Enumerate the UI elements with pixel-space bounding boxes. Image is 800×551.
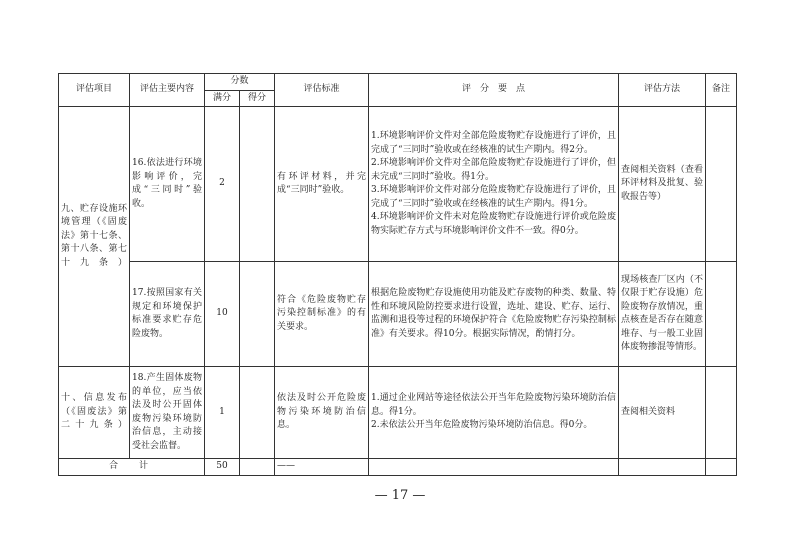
header-full: 满分 [205,90,240,107]
row16-points [369,107,619,262]
row17-remark [706,262,737,367]
row16-got [240,107,275,262]
row17-method: 现场核查厂区内（不仅限于贮存设施）危险废物存放情况，重点核查是否存在随意堆存、与一般工业固体废物掺混等情形。 [619,262,706,367]
table-row [59,107,737,262]
header-content: 评估主要内容 [130,74,205,107]
row18-content: 18.产生固体废物的单位，应当依法及时公开固体废物污染环境防治信息，主动接受社会监督。 [130,367,205,459]
row18-point: 2.未依法公开当年危险废物污染环境防治信息。得0分。 [371,420,593,431]
row16-point: 1.环境影响评价文件对全部危险废物贮存设施进行了评价，且完成了“三同时”验收或在经核准的试生产期内。得2分。 [371,131,617,155]
header-row [59,74,737,91]
row16-point: 3.环境影响评价文件对部分危险废物贮存设施进行了评价，且完成了“三同时”验收或在经核准的试生产期内。得1分。 [371,185,617,209]
header-method: 评估方法 [619,74,706,107]
header-item: 评估项目 [59,74,130,107]
section10-item: 十、信息发布（《固废法》第二十九条） [59,367,130,459]
row18-method: 查阅相关资料 [619,367,706,459]
row18-remark [706,367,737,459]
header-score: 分数 [205,74,275,91]
total-method [619,459,706,476]
row16-remark [706,107,737,262]
total-remark [706,459,737,476]
header-got: 得分 [240,90,275,107]
row17-got [240,262,275,367]
row17-standard: 符合《危险废物贮存污染控制标准》的有关要求。 [275,262,369,367]
row16-full: 2 [205,107,240,262]
header-standard: 评估标准 [275,74,369,107]
total-full: 50 [205,459,240,476]
row16-point: 4.环境影响评价文件未对危险废物贮存设施进行评价或危险废物实际贮存方式与环境影响评价文件不一致。得0分。 [371,212,617,236]
total-got [240,459,275,476]
table-row [59,367,737,459]
row17-full: 10 [205,262,240,367]
row16-content: 16.依法进行环境影响评价，完成“三同时”验收。 [130,107,205,262]
assessment-table [58,73,737,476]
row17-content: 17.按照国家有关规定和环境保护标准要求贮存危险废物。 [130,262,205,367]
row18-standard: 依法及时公开危险废物污染环境防治信息。 [275,367,369,459]
total-points [369,459,619,476]
row18-points [369,367,619,459]
row16-point: 2.环境影响评价文件对全部危险废物贮存设施进行了评价，但未完成“三同时”验收。得1分。 [371,158,617,182]
row16-standard: 有环评材料，并完成“三同时”验收。 [275,107,369,262]
total-standard: —— [275,459,369,476]
row18-point: 1.通过企业网站等途径依法公开当年危险废物污染环境防治信息。得1分。 [371,393,617,417]
section9-item: 九、贮存设施环境管理（《固废法》第十七条、第十八条、第七十九条） [59,107,130,367]
table-row [59,262,737,367]
row16-method: 查阅相关资料（查看环评材料及批复、验收报告等） [619,107,706,262]
header-points: 评 分 要 点 [369,74,619,107]
row18-full: 1 [205,367,240,459]
total-row [59,459,737,476]
total-label: 合 计 [59,459,205,476]
row17-points: 根据危险废物贮存设施使用功能及贮存废物的种类、数量、特性和环境风险防控要求进行设置，选址、建设、贮存、运行、监测和退役等过程的环境保护符合《危险废物贮存污染控制标准》有关要求。得10分。根据实际情况，酌情打分。 [369,262,619,367]
header-remark: 备注 [706,74,737,107]
page-number: — 17 — [374,488,426,503]
row18-got [240,367,275,459]
